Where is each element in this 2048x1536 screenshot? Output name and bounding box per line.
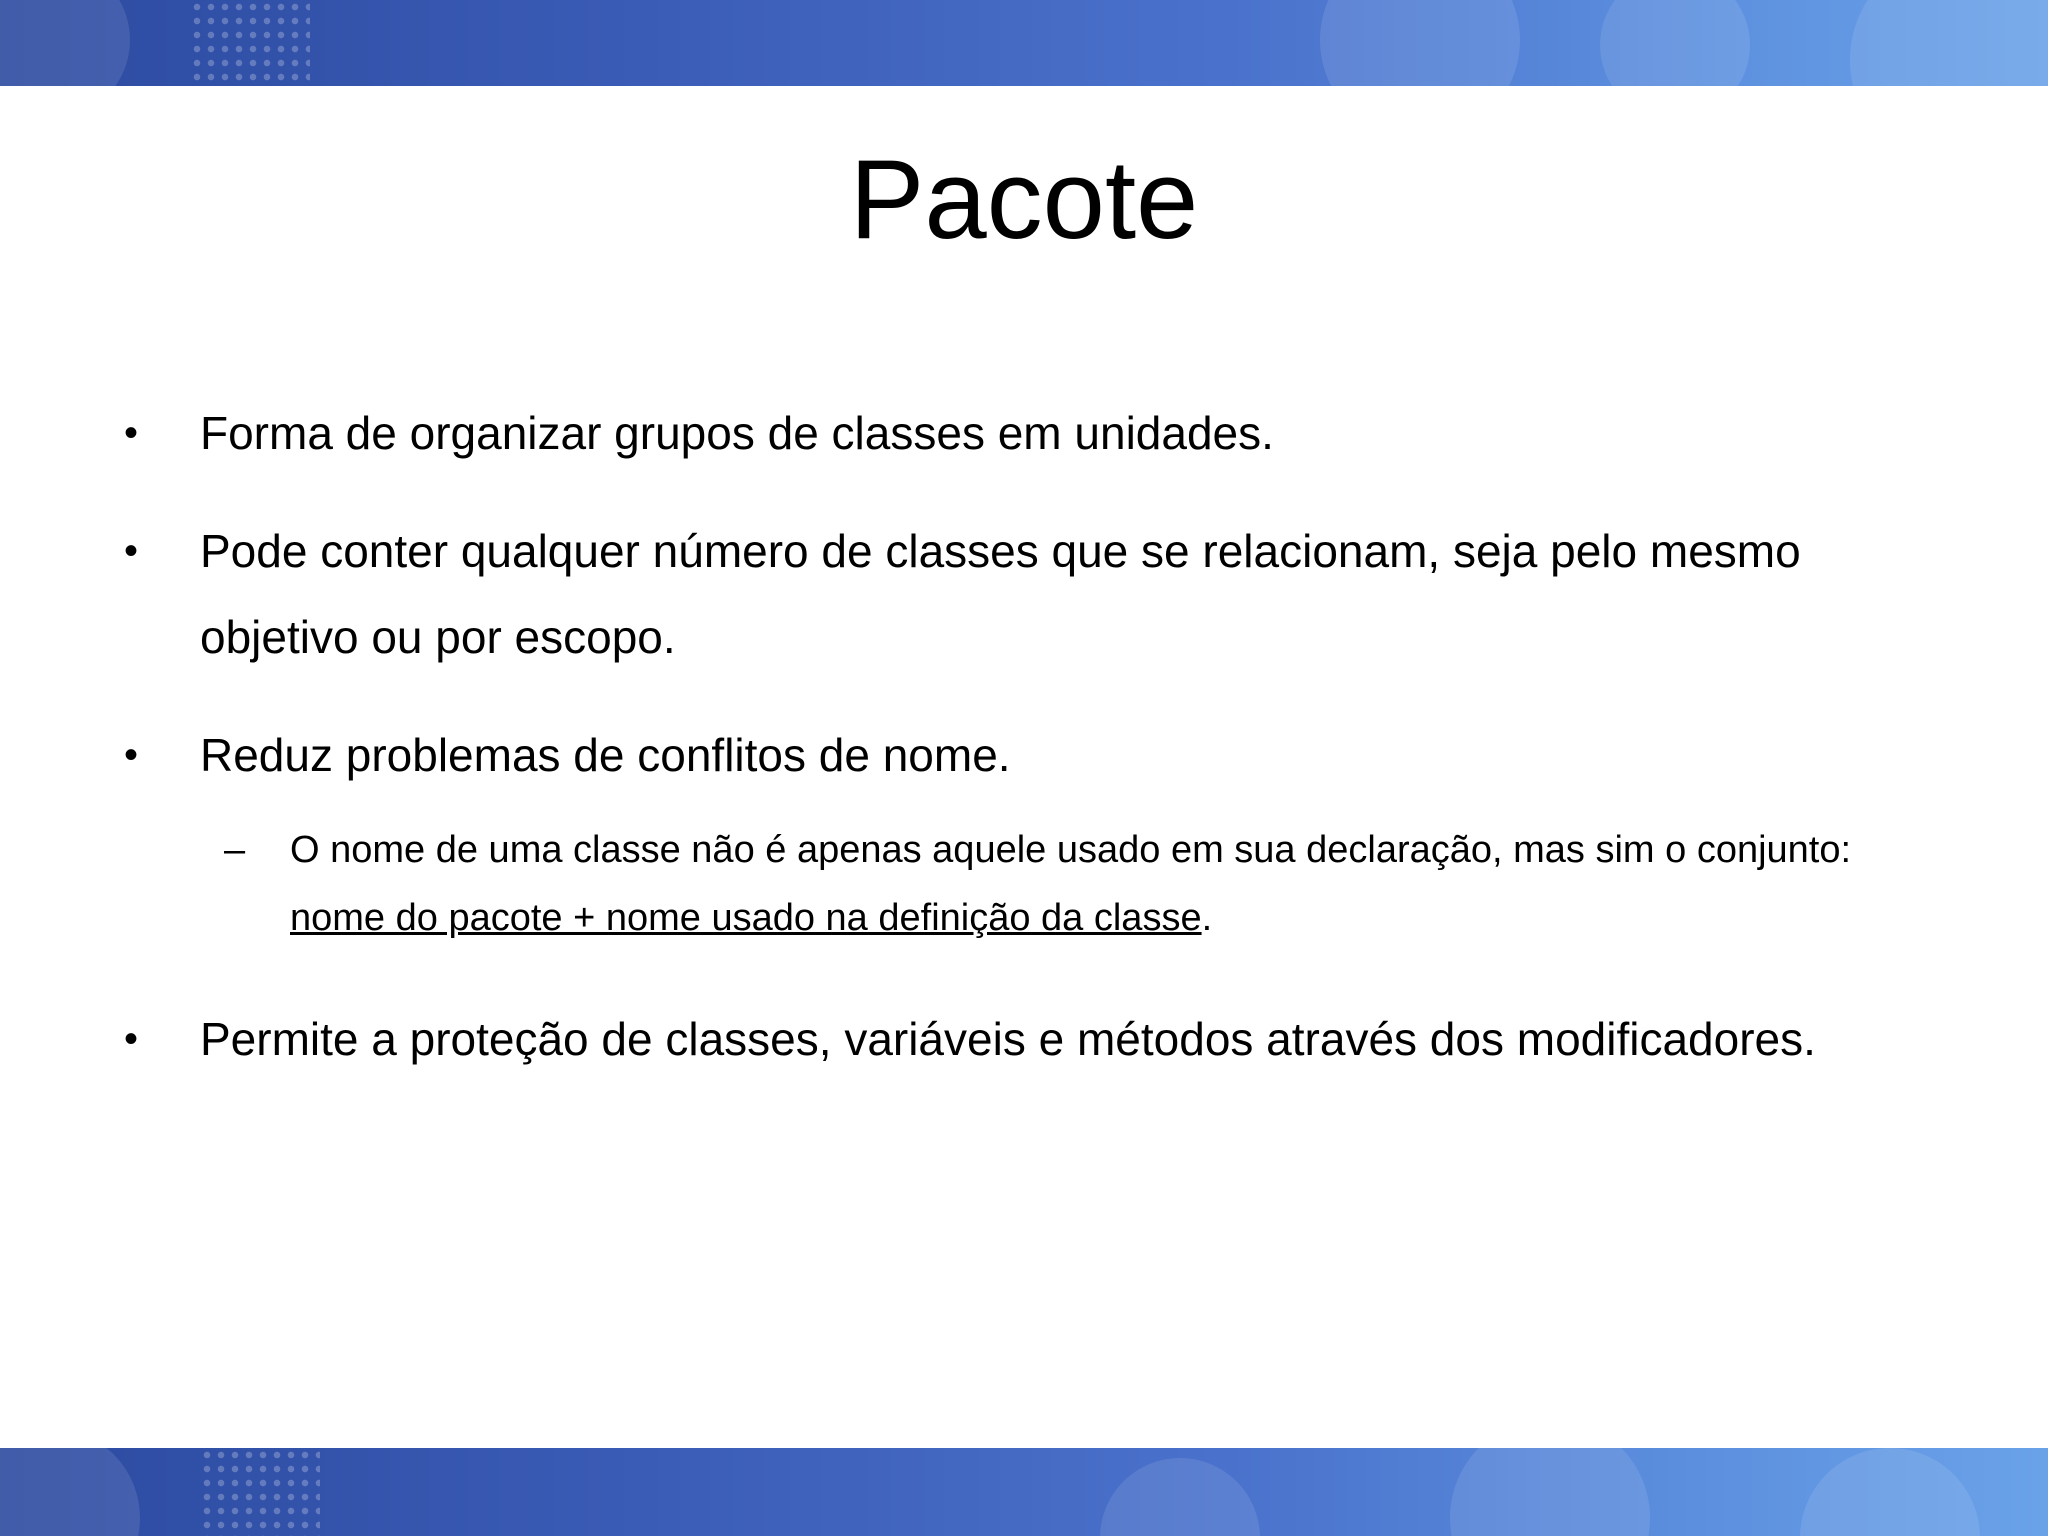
slide-title: Pacote xyxy=(849,137,1199,262)
bullet-text: Permite a proteção de classes, variáveis e métodos através dos modificadores. xyxy=(200,1013,1816,1065)
bullet-item xyxy=(120,508,1920,680)
bullet-text: Forma de organizar grupos de classes em unidades. xyxy=(200,407,1274,459)
sub-bullet-marker: – xyxy=(224,829,246,871)
top-decorative-band xyxy=(0,0,2048,86)
bullet-text: Pode conter qualquer número de classes que se relacionam, seja pelo mesmo objetivo ou por escopo. xyxy=(200,525,1801,663)
bullet-marker: • xyxy=(124,411,139,455)
bullet-marker: • xyxy=(124,1017,139,1061)
bullet-item xyxy=(120,996,1920,1082)
sub-bullet-item xyxy=(120,816,1920,952)
bullet-list xyxy=(120,390,1920,1114)
bottom-decorative-band xyxy=(0,1448,2048,1536)
sub-bullet-underlined-text: nome do pacote + nome usado na definição da classe xyxy=(290,897,1202,939)
bullet-marker: • xyxy=(124,733,139,777)
bullet-text: Reduz problemas de conflitos de nome. xyxy=(200,729,1011,781)
bullet-marker: • xyxy=(124,529,139,573)
sub-bullet-text-prefix: O nome de uma classe não é apenas aquele usado em sua declaração, mas sim o conjunto: xyxy=(290,829,1852,871)
sub-bullet-text-suffix: . xyxy=(1201,897,1213,939)
bullet-item xyxy=(120,390,1920,476)
bullet-item xyxy=(120,712,1920,798)
